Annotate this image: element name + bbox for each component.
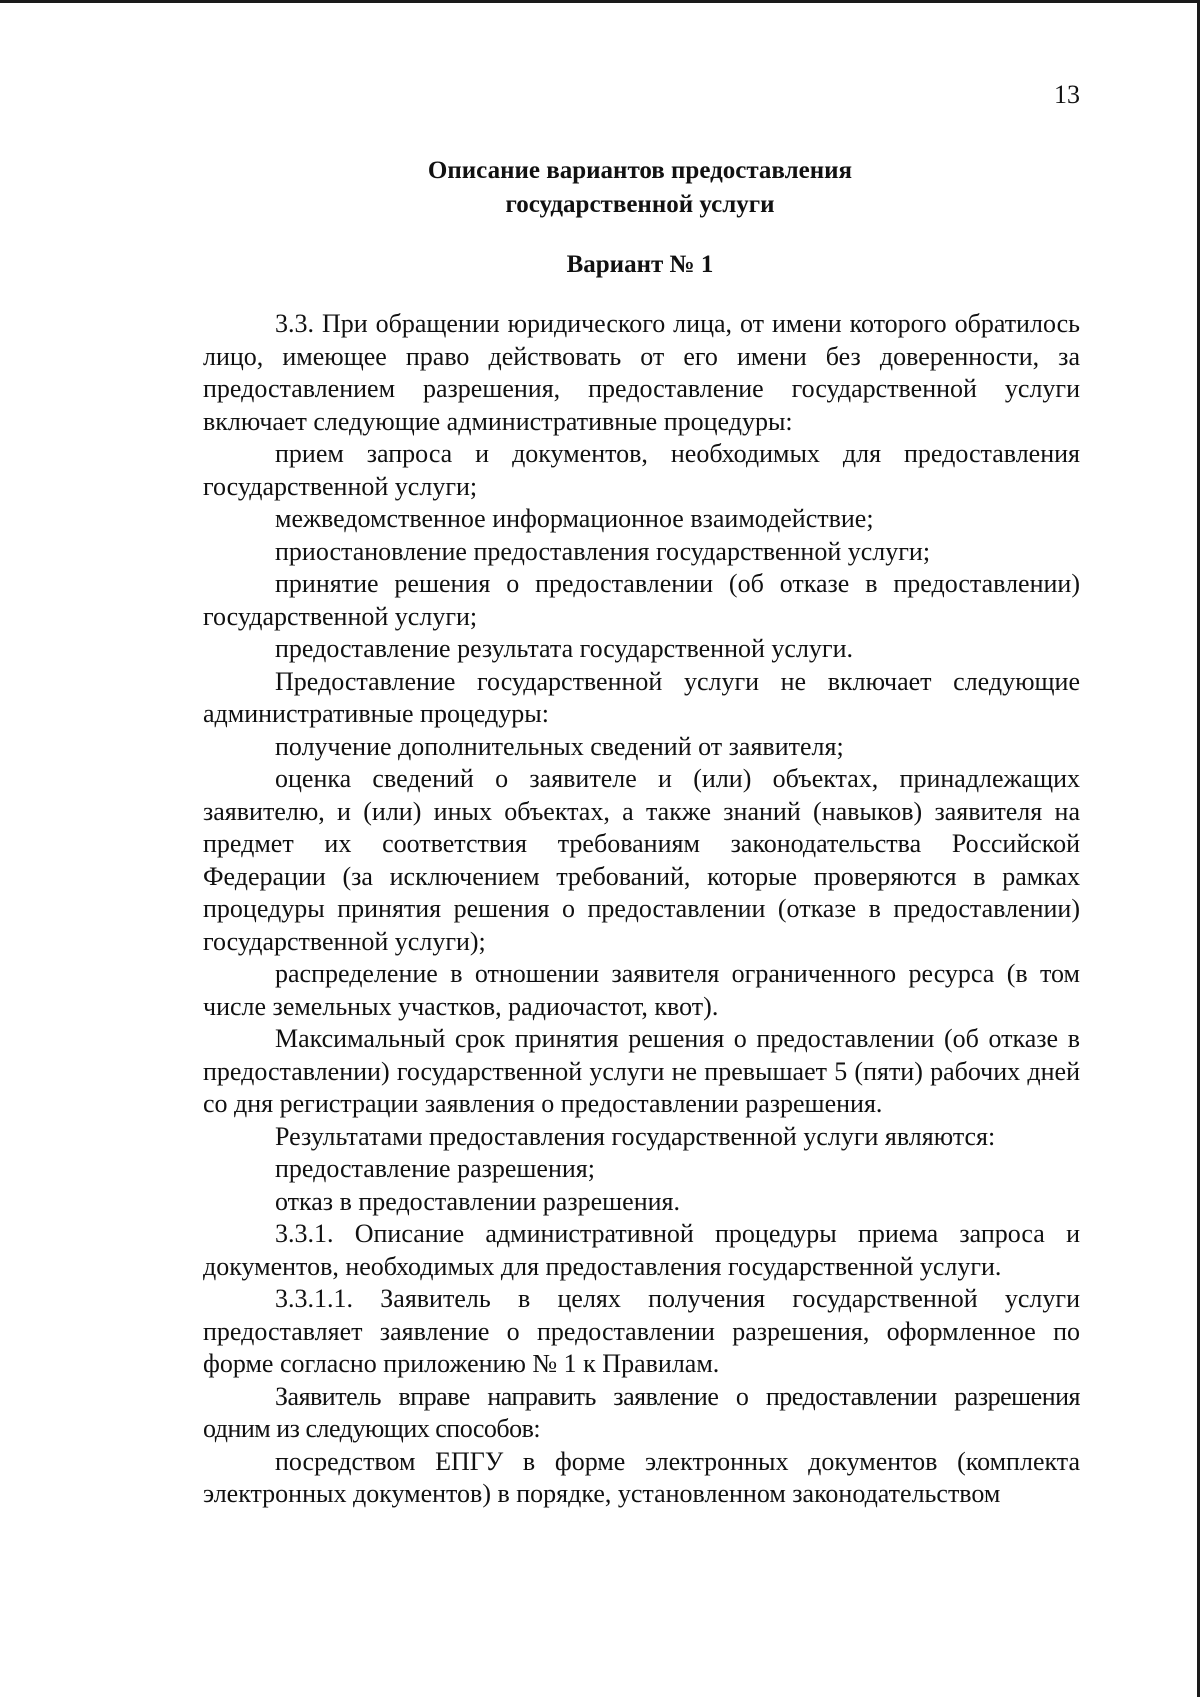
paragraph: посредством ЕПГУ в форме электронных документов (комплекта электронных документов) в порядке, установленном законодательством [203,1446,1080,1508]
paragraph: принятие решения о предоставлении (об отказе в предоставлении) государственной услуги; [203,569,1080,631]
paragraph: предоставление разрешения; [275,1154,595,1183]
page-number: 13 [1054,80,1080,109]
paragraph: приостановление предоставления государственной услуги; [275,536,931,566]
variant-heading: Вариант № 1 [566,251,714,278]
body-text [203,308,1080,1511]
paragraph: 3.3.1. Описание административной процедуры приема запроса и документов, необходимых для предоставления государственной услуги. [203,1219,1080,1281]
paragraph: 3.3. При обращении юридического лица, от имени которого обратилось лицо, имеющее право действовать от его имени без доверенности, за предоставлением разрешения, предоставление государственной услуги включает следующие административные процедуры: [203,309,1080,436]
paragraph: распределение в отношении заявителя ограниченного ресурса (в том числе земельных участков, радиочастот, квот). [203,959,1080,1021]
paragraph: Предоставление государственной услуги не включает следующие административные процедуры: [203,666,1080,728]
section-heading [200,154,1080,222]
paragraph: предоставление результата государственной услуги. [275,634,854,663]
paragraph: отказ в предоставлении разрешения. [275,1186,680,1216]
paragraph: межведомственное информационное взаимодействие; [275,504,874,533]
paragraph: оценка сведений о заявителе и (или) объектах, принадлежащих заявителю, и (или) иных объектах, а также знаний (навыков) заявителя на предмет их соответствия требованиям законодательства Российской Федерации (за исключением требований, которые проверяются в рамках процедуры принятия решения о предоставлении (отказе в предоставлении) государственной услуги); [203,764,1080,956]
paragraph: прием запроса и документов, необходимых для предоставления государственной услуги; [203,439,1080,501]
paragraph: 3.3.1.1. Заявитель в целях получения государственной услуги предоставляет заявление о предоставлении разрешения, оформленное по форме согласно приложению № 1 к Правилам. [203,1284,1080,1378]
section-heading-line-2: государственной услуги [505,191,775,218]
paragraph: Результатами предоставления государственной услуги являются: [275,1121,996,1151]
section-heading-line-1: Описание вариантов предоставления [427,157,853,184]
paragraph: Максимальный срок принятия решения о предоставлении (об отказе в предоставлении) государственной услуги не превышает 5 (пяти) рабочих дней со дня регистрации заявления о предоставлении разрешения. [203,1024,1080,1118]
scan-edge-top [0,0,1200,3]
paragraph: получение дополнительных сведений от заявителя; [275,731,844,761]
paragraph: Заявитель вправе направить заявление о предоставлении разрешения одним из следующих способов: [203,1381,1080,1443]
